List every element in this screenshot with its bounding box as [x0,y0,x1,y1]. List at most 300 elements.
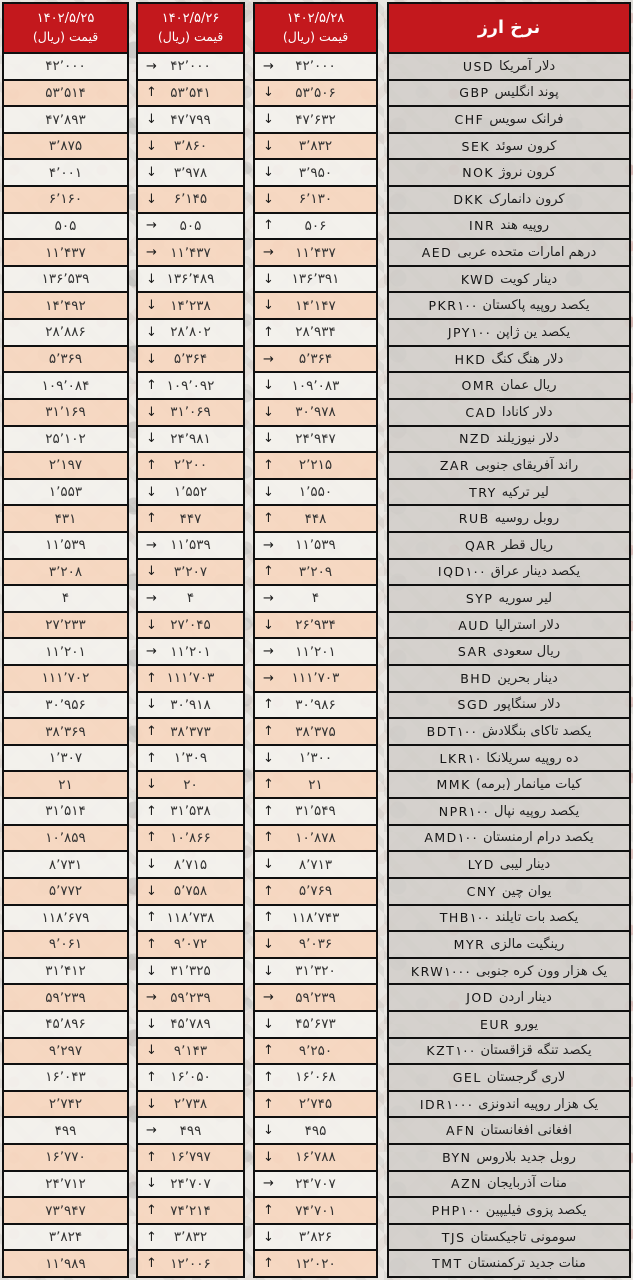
currency-code: AMD۱۰۰ [424,830,478,846]
price-value: ۱۱٬۲۰۱ [295,643,336,660]
date-label: ۱۴۰۲/۵/۲۶ [161,10,220,26]
currency-code: KZT۱۰۰ [426,1043,476,1059]
price-value: ۱۱٬۵۳۹ [295,537,336,554]
price-cell-MYR-d25 [4,932,127,959]
trend-down-icon: ↓ [146,963,157,979]
price-value: ۵۰۵ [54,217,77,234]
price-cell-LYD-d26 [138,852,243,879]
price-cell-CNY-d28 [255,879,376,906]
price-value: ۴۲٬۰۰۰ [295,58,336,75]
price-value: ۱۱۸٬۶۷۹ [41,909,90,926]
currency-name: یکصد بات تایلند [495,910,579,926]
price-value: ۱۶٬۷۹۷ [170,1149,211,1166]
price-value: ۲۴٬۷۰۷ [170,1175,211,1192]
price-value: ۲٬۷۴۲ [48,1096,83,1113]
currency-name: پوند انگلیس [494,85,559,101]
currency-row-DKK [389,187,629,214]
currency-row-LYD [389,852,629,879]
price-value: ۲٬۱۹۷ [48,457,83,474]
price-cell-CHF-d28 [255,107,376,134]
price-cell-PKR-d26 [138,293,243,320]
price-cell-BDT-d26 [138,719,243,746]
currency-row-AZN [389,1172,629,1199]
currency-name: یکصد درام ارمنستان [482,830,594,846]
currency-name: دلار کانادا [501,404,553,420]
currency-name: یکصد تنگه قزاقستان [480,1043,592,1059]
price-cell-AMD-d25 [4,826,127,853]
price-cell-JPY-d26 [138,320,243,347]
price-value: ۲۴٬۷۰۷ [295,1175,336,1192]
trend-down-icon: ↓ [263,431,274,447]
price-cell-EUR-d28 [255,1012,376,1039]
trend-down-icon: ↓ [263,1229,274,1245]
price-value: ۱۰۹٬۰۸۴ [41,377,90,394]
currency-name: دلار سنگاپور [494,697,561,713]
currency-row-INR [389,214,629,241]
currency-row-TRY [389,480,629,507]
trend-down-icon: ↓ [146,138,157,154]
price-cell-CAD-d28 [255,400,376,427]
price-cell-CHF-d26 [138,107,243,134]
currency-name: کرون سوئد [495,138,557,154]
price-value: ۱۱۱٬۷۰۳ [166,670,215,687]
price-cell-AMD-d26 [138,826,243,853]
price-cell-CAD-d26 [138,400,243,427]
trend-flat-icon: → [263,990,274,1006]
table-title-header [389,4,629,54]
price-cell-JOD-d25 [4,985,127,1012]
trend-down-icon: ↓ [263,484,274,500]
price-cells-1402-5-28 [255,54,376,1276]
price-cell-PKR-d28 [255,293,376,320]
price-cell-GEL-d25 [4,1065,127,1092]
trend-up-icon: ↑ [146,511,157,527]
price-cell-NOK-d26 [138,160,243,187]
currency-code: PHP۱۰۰ [431,1203,481,1218]
price-value: ۱٬۵۵۰ [298,484,333,501]
price-cell-SGD-d26 [138,693,243,720]
price-cell-KRW-d28 [255,959,376,986]
currency-row-RUB [389,506,629,533]
price-value: ۲۵٬۱۰۲ [45,430,86,447]
price-cell-SEK-d26 [138,134,243,161]
price-cell-THB-d25 [4,906,127,933]
price-cell-TRY-d25 [4,480,127,507]
price-unit-label: قیمت (ریال) [282,29,349,45]
price-value: ۵٬۳۶۴ [173,351,208,367]
trend-up-icon: ↑ [263,564,274,580]
price-cell-TJS-d28 [255,1225,376,1252]
currency-code: BYN [442,1149,472,1165]
price-cell-SYP-d26 [138,586,243,613]
trend-up-icon: ↑ [263,830,274,846]
price-value: ۱۱٬۴۳۷ [45,244,86,261]
currency-name: راند آفریقای جنوبی [475,457,579,473]
price-cell-OMR-d25 [4,373,127,400]
price-value: ۶٬۱۴۵ [173,191,208,208]
currency-row-BDT [389,719,629,746]
trend-up-icon: ↑ [263,1096,274,1112]
trend-down-icon: ↓ [146,324,157,340]
price-cell-GEL-d28 [255,1065,376,1092]
trend-up-icon: ↑ [146,910,157,926]
trend-down-icon: ↓ [146,112,157,128]
table-title: نرخ ارز [477,17,541,38]
trend-down-icon: ↓ [263,138,274,154]
currency-row-GBP [389,81,629,108]
price-value: ۴۳۱ [54,510,77,527]
price-value: ۱۱٬۵۳۹ [170,537,211,554]
currency-code: GEL [452,1069,482,1085]
currency-row-BHD [389,666,629,693]
currency-name: کرون دانمارک [488,191,565,207]
currency-row-CAD [389,400,629,427]
price-value: ۱۳۶٬۳۹۱ [291,271,340,288]
trend-up-icon: ↑ [146,85,157,101]
currency-row-AFN [389,1118,629,1145]
price-value: ۳۰٬۹۱۸ [170,696,211,713]
currency-name: یکصد روپیه پاکستان [482,298,590,314]
price-cells-1402-5-26 [138,54,243,1276]
price-value: ۳۱٬۴۱۲ [45,963,86,980]
currency-name: دلار استرالیا [495,617,560,633]
price-value: ۲۴٬۹۴۷ [295,430,336,447]
currency-row-EUR [389,1012,629,1039]
price-cell-ZAR-d28 [255,453,376,480]
price-cell-JOD-d28 [255,985,376,1012]
price-cell-TRY-d28 [255,480,376,507]
currency-row-TMT [389,1251,629,1276]
price-value: ۲٬۲۱۵ [298,457,333,474]
trend-down-icon: ↓ [263,857,274,873]
trend-down-icon: ↓ [263,1123,274,1139]
price-cell-AZN-d28 [255,1172,376,1199]
price-value: ۱۰۹٬۰۹۲ [166,377,215,394]
price-value: ۱۱۱٬۷۰۲ [41,670,90,687]
price-cell-KZT-d26 [138,1039,243,1066]
currency-code: LYD [467,857,495,873]
price-value: ۴۲٬۰۰۰ [170,58,211,75]
price-cell-ZAR-d26 [138,453,243,480]
currency-name: یورو [515,1016,539,1032]
price-cell-MYR-d26 [138,932,243,959]
currency-code: KRW۱۰۰۰ [410,963,471,979]
price-cell-RUB-d26 [138,506,243,533]
trend-down-icon: ↓ [146,883,157,899]
price-value: ۱٬۳۰۷ [48,750,83,767]
currency-row-AUD [389,613,629,640]
price-cells-1402-5-25 [4,54,127,1276]
price-cell-MYR-d28 [255,932,376,959]
trend-flat-icon: → [146,1123,157,1139]
currency-code: CHF [454,112,485,128]
trend-down-icon: ↓ [146,351,157,367]
price-cell-NOK-d25 [4,160,127,187]
currency-name: کیات میانمار (برمه) [475,777,582,793]
trend-down-icon: ↓ [146,1096,157,1112]
price-value: ۱۴٬۴۹۲ [45,297,86,314]
trend-up-icon: ↑ [263,324,274,340]
price-cell-CNY-d25 [4,879,127,906]
price-cell-BDT-d25 [4,719,127,746]
currency-name: یکصد تاکای بنگلادش [482,724,592,740]
currency-row-AMD [389,826,629,853]
currency-code: TRY [469,484,497,500]
price-cell-SEK-d28 [255,134,376,161]
price-value: ۱۱٬۴۳۷ [170,244,211,261]
price-value: ۱٬۵۵۳ [48,484,83,501]
price-cell-IQD-d26 [138,560,243,587]
price-cell-NPR-d25 [4,799,127,826]
price-cell-QAR-d28 [255,533,376,560]
price-cell-TMT-d25 [4,1251,127,1276]
trend-flat-icon: → [146,58,157,74]
price-cell-BHD-d25 [4,666,127,693]
price-value: ۱۶٬۷۸۸ [295,1149,336,1166]
trend-flat-icon: → [263,590,274,606]
trend-up-icon: ↑ [263,1069,274,1085]
trend-up-icon: ↑ [263,1256,274,1272]
trend-down-icon: ↓ [263,191,274,207]
trend-down-icon: ↓ [263,750,274,766]
price-value: ۳۰٬۹۸۶ [295,696,336,713]
price-value: ۱۶٬۰۴۳ [45,1069,86,1086]
price-value: ۱۴٬۲۳۸ [170,297,211,314]
column-header-1402-5-26 [138,4,243,54]
price-cell-USD-d26 [138,54,243,81]
currency-name: دلار هنگ کنگ [491,351,564,367]
price-value: ۱۳۶٬۵۳۹ [41,271,90,288]
price-cell-SAR-d28 [255,639,376,666]
trend-down-icon: ↓ [146,564,157,580]
price-cell-HKD-d26 [138,347,243,374]
price-value: ۴۹۹ [54,1122,77,1139]
trend-up-icon: ↑ [146,670,157,686]
currency-code: IQD۱۰۰ [437,564,486,580]
price-value: ۴۷٬۷۹۹ [170,111,211,128]
trend-down-icon: ↓ [146,777,157,793]
currency-name: یوان چین [501,883,552,899]
trend-flat-icon: → [263,245,274,261]
price-value: ۱۶٬۷۷۰ [45,1149,86,1166]
price-value: ۹٬۱۴۳ [173,1042,208,1059]
currency-name: روپیه هند [500,218,550,234]
price-value: ۸٬۷۳۱ [48,856,83,873]
trend-up-icon: ↑ [146,936,157,952]
currency-name: دلار آمریکا [499,58,556,74]
price-cell-SEK-d25 [4,134,127,161]
currency-code: INR [468,218,496,234]
price-cell-IDR-d26 [138,1092,243,1119]
trend-up-icon: ↑ [263,724,274,740]
price-cell-AED-d28 [255,240,376,267]
price-value: ۳٬۸۶۰ [173,138,208,155]
price-value: ۲۸٬۹۳۴ [295,324,336,341]
price-cell-NPR-d26 [138,799,243,826]
currency-row-SAR [389,639,629,666]
price-cell-CHF-d25 [4,107,127,134]
price-value: ۳٬۸۳۲ [298,138,333,155]
trend-down-icon: ↓ [263,271,274,287]
price-cell-AMD-d28 [255,826,376,853]
price-cell-JPY-d28 [255,320,376,347]
currency-code: GBP [459,85,490,101]
price-cell-MMK-d26 [138,772,243,799]
price-value: ۲۱ [58,776,73,793]
price-cell-HKD-d25 [4,347,127,374]
trend-flat-icon: → [146,990,157,1006]
currency-code: SYP [465,590,494,606]
currency-row-ZAR [389,453,629,480]
price-cell-GEL-d26 [138,1065,243,1092]
price-cell-TJS-d26 [138,1225,243,1252]
trend-flat-icon: → [146,537,157,553]
price-value: ۳۱٬۳۲۰ [295,963,336,980]
price-cell-USD-d28 [255,54,376,81]
price-cell-RUB-d28 [255,506,376,533]
price-value: ۳۱٬۰۶۹ [170,404,211,421]
currency-row-SGD [389,693,629,720]
currency-row-MYR [389,932,629,959]
currency-code: JPY۱۰۰ [447,324,492,340]
trend-up-icon: ↑ [146,1256,157,1272]
price-cell-INR-d25 [4,214,127,241]
date-label: ۱۴۰۲/۵/۲۵ [36,10,95,26]
price-value: ۳٬۸۳۲ [173,1229,208,1246]
price-value: ۶٬۱۳۰ [298,191,333,208]
price-value: ۴۷٬۶۳۲ [295,111,336,128]
price-value: ۵٬۷۵۸ [173,883,208,900]
price-value: ۳٬۹۷۸ [173,164,208,181]
trend-flat-icon: → [263,537,274,553]
price-value: ۳٬۲۰۷ [173,563,208,580]
currency-code: SAR [457,644,488,660]
currency-name: دینار بحرین [497,670,558,686]
price-value: ۲۴٬۹۸۱ [170,430,211,447]
trend-up-icon: ↑ [146,1069,157,1085]
price-cell-BDT-d28 [255,719,376,746]
price-value: ۴۷٬۸۹۳ [45,111,86,128]
trend-down-icon: ↓ [146,298,157,314]
currency-code: MYR [453,936,486,952]
currency-name: روبل جدید بلاروس [476,1149,576,1165]
price-value: ۱٬۳۰۹ [173,750,208,767]
price-value: ۲۰ [183,776,198,793]
price-value: ۱۱۸٬۷۴۳ [291,909,340,926]
trend-down-icon: ↓ [146,857,157,873]
price-value: ۱٬۵۵۲ [173,484,208,501]
price-cell-LYD-d28 [255,852,376,879]
price-value: ۳۸٬۳۷۳ [170,723,211,740]
price-cell-SAR-d25 [4,639,127,666]
trend-up-icon: ↑ [146,457,157,473]
trend-flat-icon: → [146,245,157,261]
trend-down-icon: ↓ [263,936,274,952]
trend-up-icon: ↑ [146,1203,157,1218]
price-cell-EUR-d25 [4,1012,127,1039]
currency-name: یک هزار وون کره جنوبی [475,963,608,979]
price-cell-NZD-d26 [138,427,243,454]
currency-row-PHP [389,1198,629,1225]
trend-down-icon: ↓ [146,165,157,181]
trend-down-icon: ↓ [263,1149,274,1165]
currency-name: کرون نروژ [499,165,556,181]
price-cell-TRY-d26 [138,480,243,507]
price-value: ۱۱٬۹۸۹ [45,1255,86,1272]
trend-up-icon: ↑ [263,910,274,926]
price-cell-SGD-d25 [4,693,127,720]
price-cell-BYN-d26 [138,1145,243,1172]
price-cell-PHP-d25 [4,1198,127,1225]
trend-down-icon: ↓ [263,617,274,633]
currency-code: OMR [461,378,496,394]
price-cell-SAR-d26 [138,639,243,666]
currency-row-THB [389,906,629,933]
price-cell-GBP-d25 [4,81,127,108]
price-value: ۱۱٬۴۳۷ [295,244,336,261]
currency-row-MMK [389,772,629,799]
price-cell-GBP-d28 [255,81,376,108]
currency-code: AFN [446,1123,476,1139]
price-cell-OMR-d26 [138,373,243,400]
price-cell-INR-d26 [138,214,243,241]
price-value: ۱۳۶٬۴۸۹ [166,271,215,288]
price-value: ۲۱ [308,776,323,793]
price-value: ۴۹۵ [304,1122,327,1139]
price-cell-MMK-d25 [4,772,127,799]
currency-code: ZAR [439,457,471,473]
column-header-1402-5-28 [255,4,376,54]
trend-up-icon: ↑ [263,1043,274,1059]
price-value: ۹٬۰۳۶ [298,936,333,953]
currency-row-KRW [389,959,629,986]
currency-name: ریال عمان [500,378,557,394]
price-cell-IDR-d25 [4,1092,127,1119]
currency-row-LKR [389,746,629,773]
price-cell-IDR-d28 [255,1092,376,1119]
trend-up-icon: ↑ [146,378,157,394]
price-value: ۷۴٬۲۱۴ [170,1202,211,1219]
price-value: ۳٬۹۵۰ [298,164,333,181]
price-cell-SGD-d28 [255,693,376,720]
currency-name: منات آذربایجان [486,1176,567,1192]
price-cell-KWD-d26 [138,267,243,294]
currency-row-IQD [389,560,629,587]
currency-row-CNY [389,879,629,906]
currency-row-AED [389,240,629,267]
price-cell-INR-d28 [255,214,376,241]
currency-code: DKK [453,191,484,207]
currency-row-IDR [389,1092,629,1119]
currency-row-JOD [389,985,629,1012]
price-cell-KWD-d28 [255,267,376,294]
currency-code: TJS [441,1229,466,1245]
price-value: ۵٬۷۶۹ [298,883,333,900]
trend-down-icon: ↓ [263,963,274,979]
price-value: ۳٬۸۲۴ [48,1229,83,1246]
currency-name: درهم امارات متحده عربی [457,245,597,261]
price-value: ۱۱٬۲۰۱ [45,643,86,660]
price-cell-DKK-d26 [138,187,243,214]
price-value: ۳۰٬۹۷۸ [295,404,336,421]
price-cell-EUR-d26 [138,1012,243,1039]
trend-down-icon: ↓ [146,404,157,420]
price-value: ۲۸٬۸۰۲ [170,324,211,341]
price-value: ۲٬۲۰۰ [173,457,208,474]
price-value: ۴٬۰۰۱ [48,164,83,181]
trend-up-icon: ↑ [146,750,157,766]
price-column-1402-5-26 [136,2,245,1278]
